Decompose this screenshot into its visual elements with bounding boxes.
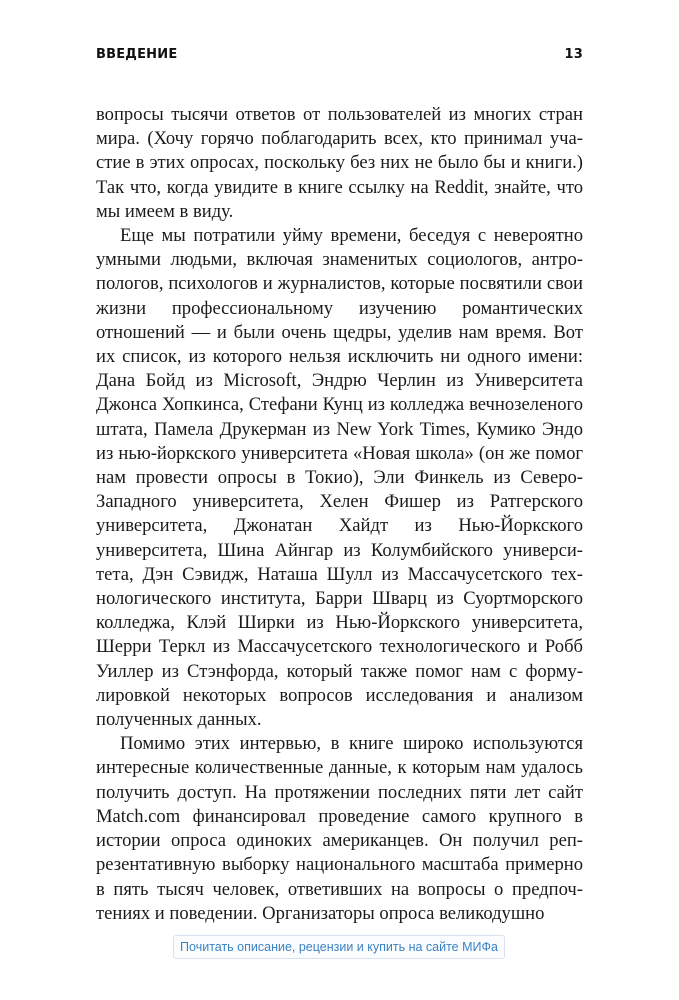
buy-book-link[interactable]	[173, 935, 505, 959]
running-header	[96, 44, 583, 64]
paragraph-continuation: вопросы тысячи ответов от пользователей из многих стран мира. (Хочу горячо поблагодарить всех, кто принимал участие в этих опросах, поскольку без них не было бы и книги.) Так что, когда увидите в книге ссылку на Reddit, знайте, что мы имеем в виду.	[96, 104, 583, 222]
paragraph-interviews: Еще мы потратили уйму времени, беседуя с невероятно умными людьми, включая знаменитых социологов, антропологов, психологов и журналистов, которые посвятили свои жизни профессиональному изучению романтических отношений — и были очень щедры, уделив нам время. Вот их список, из которого нельзя исключить ни одного имени: Дана Бойд из Microsoft, Эндрю Черлин из Университета Джонса Хопкинса, Стефани Кунц из колледжа вечнозеленого штата, Памела Друкерман из New York Times, Кумико Эндо из нью-йоркского университета «Новая школа» (он же помог нам провести опросы в Токио), Эли Финкель из Северо-Западного университета, Хелен Фишер из Ратгерского университета, Джонатан Хайдт из Нью-Йоркского университета, Шина Айнгар из Колумбийского университета, Дэн Сэвидж, Наташа Шулл из Массачусетского технологического института, Барри Шварц из Суортморского колледжа, Клэй Ширки из Нью-Йоркского университета, Шерри Теркл из Массачусетского технологического и Робб Уиллер из Стэнфорда, который также помог нам с формулировкой некоторых вопросов исследования и анализом полученных данных.	[96, 225, 583, 731]
paragraph-quantitative-data: Помимо этих интервью, в книге широко используются интересные количественные данные, к которым нам удалось получить доступ. На протяжении последних пяти лет сайт Match.com финансировал проведение самого крупного в истории опроса одиноких американцев. Он получил репрезентативную выборку национального масштаба примерно в пять тысяч человек, ответивших на вопросы о предпочтениях и поведении. Организаторы опроса великодушно	[96, 733, 583, 924]
page-number: 13	[564, 46, 583, 62]
page-body	[96, 103, 583, 926]
buy-book-link-label: Почитать описание, рецензии и купить на сайте МИФа	[180, 940, 498, 954]
section-title: ВВЕДЕНИЕ	[96, 46, 178, 62]
